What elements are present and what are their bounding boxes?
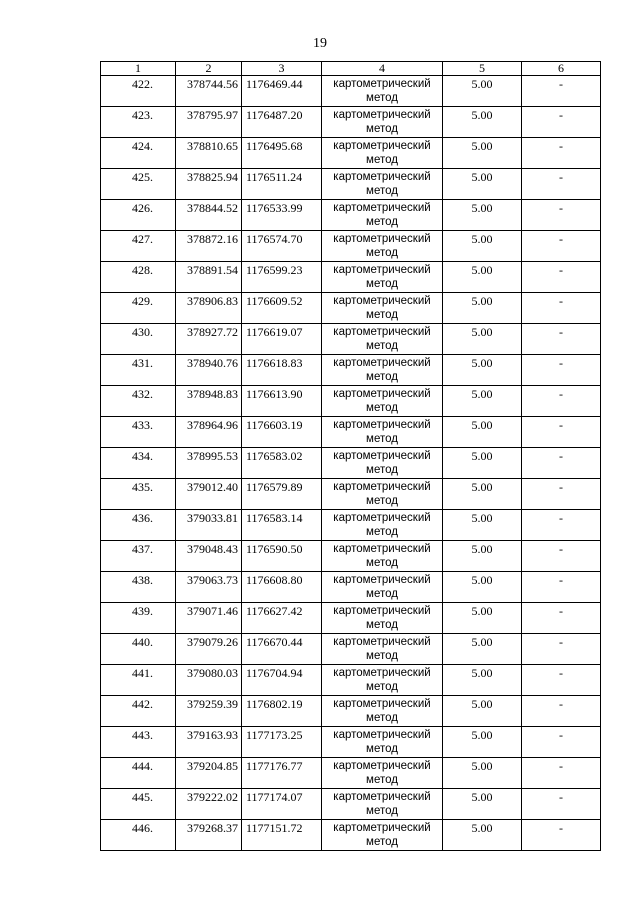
method-text-line1: картометрический bbox=[333, 512, 431, 524]
y-coordinate-cell: 1176590.50 bbox=[242, 541, 322, 572]
table-row bbox=[101, 262, 601, 293]
method-cell bbox=[322, 758, 443, 789]
method-cell bbox=[322, 789, 443, 820]
x-coordinate-cell: 379063.73 bbox=[176, 572, 242, 603]
x-coordinate-cell: 379048.43 bbox=[176, 541, 242, 572]
point-number-cell: 432. bbox=[101, 386, 176, 417]
method-text-line2: метод bbox=[366, 92, 398, 104]
column-header: 1 bbox=[101, 62, 176, 76]
x-coordinate-cell: 379204.85 bbox=[176, 758, 242, 789]
method-text-line2: метод bbox=[366, 247, 398, 259]
point-number-cell: 425. bbox=[101, 169, 176, 200]
method-text-line1: картометрический bbox=[333, 481, 431, 493]
method-text-line2: метод bbox=[366, 123, 398, 135]
method-text-line2: метод bbox=[366, 588, 398, 600]
method-text-line1: картометрический bbox=[333, 202, 431, 214]
x-coordinate-cell: 378940.76 bbox=[176, 355, 242, 386]
point-number-cell: 427. bbox=[101, 231, 176, 262]
note-cell: - bbox=[522, 479, 601, 510]
method-text-line2: метод bbox=[366, 836, 398, 848]
x-coordinate-cell: 378964.96 bbox=[176, 417, 242, 448]
table-row bbox=[101, 727, 601, 758]
point-number-cell: 437. bbox=[101, 541, 176, 572]
accuracy-cell: 5.00 bbox=[443, 510, 522, 541]
accuracy-cell: 5.00 bbox=[443, 789, 522, 820]
table-row bbox=[101, 76, 601, 107]
table-row bbox=[101, 386, 601, 417]
table-row bbox=[101, 634, 601, 665]
y-coordinate-cell: 1176487.20 bbox=[242, 107, 322, 138]
point-number-cell: 422. bbox=[101, 76, 176, 107]
note-cell: - bbox=[522, 76, 601, 107]
note-cell: - bbox=[522, 696, 601, 727]
method-cell bbox=[322, 448, 443, 479]
table-row bbox=[101, 541, 601, 572]
method-text-line1: картометрический bbox=[333, 605, 431, 617]
accuracy-cell: 5.00 bbox=[443, 665, 522, 696]
method-text-line2: метод bbox=[366, 743, 398, 755]
y-coordinate-cell: 1176583.02 bbox=[242, 448, 322, 479]
point-number-cell: 430. bbox=[101, 324, 176, 355]
table-row bbox=[101, 107, 601, 138]
point-number-cell: 435. bbox=[101, 479, 176, 510]
y-coordinate-cell: 1176802.19 bbox=[242, 696, 322, 727]
method-text-line1: картометрический bbox=[333, 543, 431, 555]
note-cell: - bbox=[522, 758, 601, 789]
x-coordinate-cell: 379259.39 bbox=[176, 696, 242, 727]
accuracy-cell: 5.00 bbox=[443, 758, 522, 789]
point-number-cell: 423. bbox=[101, 107, 176, 138]
method-text-line2: метод bbox=[366, 278, 398, 290]
point-number-cell: 428. bbox=[101, 262, 176, 293]
method-text-line2: метод bbox=[366, 526, 398, 538]
column-header: 5 bbox=[443, 62, 522, 76]
y-coordinate-cell: 1176608.80 bbox=[242, 572, 322, 603]
accuracy-cell: 5.00 bbox=[443, 200, 522, 231]
method-text-line1: картометрический bbox=[333, 140, 431, 152]
method-cell bbox=[322, 107, 443, 138]
method-cell bbox=[322, 355, 443, 386]
x-coordinate-cell: 379071.46 bbox=[176, 603, 242, 634]
table-row bbox=[101, 696, 601, 727]
method-text-line1: картометрический bbox=[333, 636, 431, 648]
table-row bbox=[101, 138, 601, 169]
note-cell: - bbox=[522, 231, 601, 262]
table-row bbox=[101, 231, 601, 262]
method-text-line2: метод bbox=[366, 805, 398, 817]
x-coordinate-cell: 379268.37 bbox=[176, 820, 242, 851]
method-text-line2: метод bbox=[366, 495, 398, 507]
method-cell bbox=[322, 727, 443, 758]
method-text-line2: метод bbox=[366, 433, 398, 445]
note-cell: - bbox=[522, 603, 601, 634]
method-cell bbox=[322, 324, 443, 355]
method-cell bbox=[322, 820, 443, 851]
method-cell bbox=[322, 572, 443, 603]
y-coordinate-cell: 1176533.99 bbox=[242, 200, 322, 231]
note-cell: - bbox=[522, 510, 601, 541]
note-cell: - bbox=[522, 324, 601, 355]
table-row bbox=[101, 479, 601, 510]
column-header: 6 bbox=[522, 62, 601, 76]
accuracy-cell: 5.00 bbox=[443, 76, 522, 107]
accuracy-cell: 5.00 bbox=[443, 386, 522, 417]
method-cell bbox=[322, 169, 443, 200]
point-number-cell: 436. bbox=[101, 510, 176, 541]
y-coordinate-cell: 1177173.25 bbox=[242, 727, 322, 758]
x-coordinate-cell: 379033.81 bbox=[176, 510, 242, 541]
table-row bbox=[101, 355, 601, 386]
method-text-line1: картометрический bbox=[333, 233, 431, 245]
method-cell bbox=[322, 76, 443, 107]
table-row bbox=[101, 572, 601, 603]
x-coordinate-cell: 379222.02 bbox=[176, 789, 242, 820]
method-text-line2: метод bbox=[366, 619, 398, 631]
point-number-cell: 445. bbox=[101, 789, 176, 820]
coordinates-table bbox=[100, 61, 601, 851]
method-cell bbox=[322, 541, 443, 572]
point-number-cell: 424. bbox=[101, 138, 176, 169]
method-text-line2: метод bbox=[366, 154, 398, 166]
column-header: 4 bbox=[322, 62, 443, 76]
y-coordinate-cell: 1177151.72 bbox=[242, 820, 322, 851]
accuracy-cell: 5.00 bbox=[443, 417, 522, 448]
method-text-line1: картометрический bbox=[333, 295, 431, 307]
method-text-line1: картометрический bbox=[333, 667, 431, 679]
note-cell: - bbox=[522, 169, 601, 200]
y-coordinate-cell: 1176670.44 bbox=[242, 634, 322, 665]
x-coordinate-cell: 378844.52 bbox=[176, 200, 242, 231]
method-text-line2: метод bbox=[366, 402, 398, 414]
accuracy-cell: 5.00 bbox=[443, 138, 522, 169]
note-cell: - bbox=[522, 541, 601, 572]
point-number-cell: 444. bbox=[101, 758, 176, 789]
method-cell bbox=[322, 510, 443, 541]
method-cell bbox=[322, 293, 443, 324]
accuracy-cell: 5.00 bbox=[443, 696, 522, 727]
accuracy-cell: 5.00 bbox=[443, 727, 522, 758]
method-text-line1: картометрический bbox=[333, 419, 431, 431]
accuracy-cell: 5.00 bbox=[443, 448, 522, 479]
accuracy-cell: 5.00 bbox=[443, 603, 522, 634]
note-cell: - bbox=[522, 789, 601, 820]
column-header: 2 bbox=[176, 62, 242, 76]
page-number: 19 bbox=[313, 36, 327, 51]
accuracy-cell: 5.00 bbox=[443, 324, 522, 355]
point-number-cell: 443. bbox=[101, 727, 176, 758]
method-text-line1: картометрический bbox=[333, 822, 431, 834]
note-cell: - bbox=[522, 572, 601, 603]
note-cell: - bbox=[522, 665, 601, 696]
method-text-line1: картометрический bbox=[333, 698, 431, 710]
accuracy-cell: 5.00 bbox=[443, 107, 522, 138]
point-number-cell: 442. bbox=[101, 696, 176, 727]
x-coordinate-cell: 379012.40 bbox=[176, 479, 242, 510]
y-coordinate-cell: 1177176.77 bbox=[242, 758, 322, 789]
column-header: 3 bbox=[242, 62, 322, 76]
note-cell: - bbox=[522, 138, 601, 169]
method-text-line2: метод bbox=[366, 216, 398, 228]
y-coordinate-cell: 1176579.89 bbox=[242, 479, 322, 510]
method-text-line1: картометрический bbox=[333, 78, 431, 90]
table-row bbox=[101, 758, 601, 789]
x-coordinate-cell: 378906.83 bbox=[176, 293, 242, 324]
note-cell: - bbox=[522, 107, 601, 138]
accuracy-cell: 5.00 bbox=[443, 572, 522, 603]
point-number-cell: 441. bbox=[101, 665, 176, 696]
x-coordinate-cell: 379163.93 bbox=[176, 727, 242, 758]
method-cell bbox=[322, 665, 443, 696]
method-text-line2: метод bbox=[366, 712, 398, 724]
point-number-cell: 440. bbox=[101, 634, 176, 665]
x-coordinate-cell: 378872.16 bbox=[176, 231, 242, 262]
table-row bbox=[101, 789, 601, 820]
x-coordinate-cell: 378995.53 bbox=[176, 448, 242, 479]
method-text-line1: картометрический bbox=[333, 450, 431, 462]
x-coordinate-cell: 378948.83 bbox=[176, 386, 242, 417]
note-cell: - bbox=[522, 820, 601, 851]
method-text-line1: картометрический bbox=[333, 574, 431, 586]
accuracy-cell: 5.00 bbox=[443, 231, 522, 262]
x-coordinate-cell: 378744.56 bbox=[176, 76, 242, 107]
y-coordinate-cell: 1176613.90 bbox=[242, 386, 322, 417]
y-coordinate-cell: 1177174.07 bbox=[242, 789, 322, 820]
table-row bbox=[101, 603, 601, 634]
point-number-cell: 439. bbox=[101, 603, 176, 634]
table-row bbox=[101, 510, 601, 541]
table-row bbox=[101, 665, 601, 696]
y-coordinate-cell: 1176618.83 bbox=[242, 355, 322, 386]
method-text-line2: метод bbox=[366, 309, 398, 321]
y-coordinate-cell: 1176469.44 bbox=[242, 76, 322, 107]
method-text-line1: картометрический bbox=[333, 264, 431, 276]
method-cell bbox=[322, 603, 443, 634]
x-coordinate-cell: 378795.97 bbox=[176, 107, 242, 138]
x-coordinate-cell: 378810.65 bbox=[176, 138, 242, 169]
method-text-line1: картометрический bbox=[333, 791, 431, 803]
note-cell: - bbox=[522, 448, 601, 479]
y-coordinate-cell: 1176603.19 bbox=[242, 417, 322, 448]
method-text-line2: метод bbox=[366, 464, 398, 476]
method-text-line1: картометрический bbox=[333, 760, 431, 772]
point-number-cell: 438. bbox=[101, 572, 176, 603]
table-row bbox=[101, 169, 601, 200]
y-coordinate-cell: 1176619.07 bbox=[242, 324, 322, 355]
point-number-cell: 426. bbox=[101, 200, 176, 231]
table-row bbox=[101, 324, 601, 355]
method-text-line1: картометрический bbox=[333, 729, 431, 741]
method-cell bbox=[322, 417, 443, 448]
note-cell: - bbox=[522, 293, 601, 324]
method-text-line1: картометрический bbox=[333, 326, 431, 338]
x-coordinate-cell: 378927.72 bbox=[176, 324, 242, 355]
accuracy-cell: 5.00 bbox=[443, 820, 522, 851]
method-text-line1: картометрический bbox=[333, 388, 431, 400]
point-number-cell: 433. bbox=[101, 417, 176, 448]
method-cell bbox=[322, 200, 443, 231]
table-row bbox=[101, 417, 601, 448]
y-coordinate-cell: 1176627.42 bbox=[242, 603, 322, 634]
y-coordinate-cell: 1176583.14 bbox=[242, 510, 322, 541]
table-row bbox=[101, 293, 601, 324]
accuracy-cell: 5.00 bbox=[443, 541, 522, 572]
x-coordinate-cell: 378891.54 bbox=[176, 262, 242, 293]
accuracy-cell: 5.00 bbox=[443, 355, 522, 386]
method-cell bbox=[322, 634, 443, 665]
method-cell bbox=[322, 262, 443, 293]
method-text-line2: метод bbox=[366, 185, 398, 197]
note-cell: - bbox=[522, 727, 601, 758]
y-coordinate-cell: 1176704.94 bbox=[242, 665, 322, 696]
point-number-cell: 429. bbox=[101, 293, 176, 324]
y-coordinate-cell: 1176599.23 bbox=[242, 262, 322, 293]
x-coordinate-cell: 378825.94 bbox=[176, 169, 242, 200]
y-coordinate-cell: 1176495.68 bbox=[242, 138, 322, 169]
table-header-row bbox=[101, 62, 601, 76]
accuracy-cell: 5.00 bbox=[443, 262, 522, 293]
note-cell: - bbox=[522, 386, 601, 417]
point-number-cell: 434. bbox=[101, 448, 176, 479]
point-number-cell: 431. bbox=[101, 355, 176, 386]
x-coordinate-cell: 379080.03 bbox=[176, 665, 242, 696]
method-cell bbox=[322, 479, 443, 510]
note-cell: - bbox=[522, 200, 601, 231]
y-coordinate-cell: 1176574.70 bbox=[242, 231, 322, 262]
point-number-cell: 446. bbox=[101, 820, 176, 851]
y-coordinate-cell: 1176511.24 bbox=[242, 169, 322, 200]
note-cell: - bbox=[522, 262, 601, 293]
table-row bbox=[101, 448, 601, 479]
method-text-line2: метод bbox=[366, 340, 398, 352]
note-cell: - bbox=[522, 634, 601, 665]
table-row bbox=[101, 820, 601, 851]
table-row bbox=[101, 200, 601, 231]
method-text-line1: картометрический bbox=[333, 109, 431, 121]
accuracy-cell: 5.00 bbox=[443, 479, 522, 510]
note-cell: - bbox=[522, 417, 601, 448]
method-text-line2: метод bbox=[366, 371, 398, 383]
method-text-line2: метод bbox=[366, 557, 398, 569]
method-cell bbox=[322, 696, 443, 727]
method-cell bbox=[322, 386, 443, 417]
accuracy-cell: 5.00 bbox=[443, 169, 522, 200]
method-cell bbox=[322, 231, 443, 262]
accuracy-cell: 5.00 bbox=[443, 634, 522, 665]
method-cell bbox=[322, 138, 443, 169]
accuracy-cell: 5.00 bbox=[443, 293, 522, 324]
x-coordinate-cell: 379079.26 bbox=[176, 634, 242, 665]
method-text-line2: метод bbox=[366, 681, 398, 693]
method-text-line1: картометрический bbox=[333, 357, 431, 369]
y-coordinate-cell: 1176609.52 bbox=[242, 293, 322, 324]
method-text-line2: метод bbox=[366, 774, 398, 786]
method-text-line1: картометрический bbox=[333, 171, 431, 183]
note-cell: - bbox=[522, 355, 601, 386]
method-text-line2: метод bbox=[366, 650, 398, 662]
